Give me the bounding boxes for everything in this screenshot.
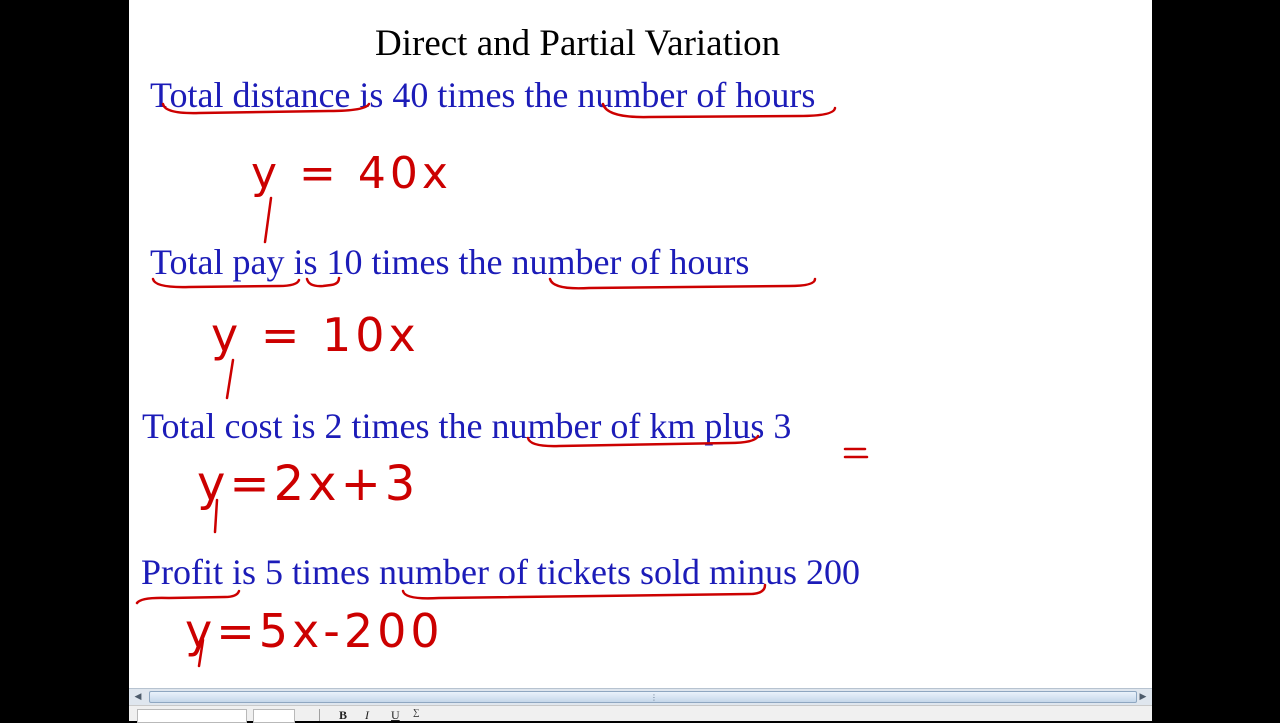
- example-3-phrase-constant: 3: [773, 406, 792, 446]
- horizontal-scrollbar[interactable]: [129, 688, 1152, 705]
- formatting-toolbar: [129, 705, 1152, 721]
- example-4-sentence: [141, 551, 860, 593]
- equation-editor-icon[interactable]: ∑: [413, 707, 420, 717]
- example-2-phrase-is: is: [293, 242, 318, 282]
- example-4-phrase-profit: Profit: [141, 552, 224, 592]
- example-1-phrase-number-of-hours: number of hours: [577, 75, 816, 115]
- example-2-phrase-total-pay: Total pay: [150, 242, 285, 282]
- example-4-phrase-middle: is 5 times: [223, 552, 380, 592]
- italic-button[interactable]: I: [365, 708, 369, 722]
- example-4-phrase-number-of-tickets-sold: number of tickets sold: [379, 552, 700, 592]
- example-4-equation: y=5x-200: [185, 604, 444, 658]
- whiteboard-page[interactable]: [129, 0, 1152, 720]
- example-2-phrase-middle: 10 times the: [317, 242, 512, 282]
- font-size-dropdown[interactable]: [253, 709, 295, 723]
- ink-y-tail-1: [265, 198, 271, 242]
- scrollbar-grip-icon: ⋮: [650, 693, 658, 702]
- toolbar-separator: [319, 709, 320, 721]
- example-3-phrase-plus: plus: [695, 406, 774, 446]
- example-1-phrase-total-distance: Total distance: [150, 75, 351, 115]
- ink-y-tail-2: [227, 360, 233, 398]
- underline-button[interactable]: U: [391, 708, 400, 722]
- scroll-right-arrow-icon[interactable]: ▶: [1139, 692, 1147, 702]
- example-1-sentence: [150, 74, 815, 116]
- scrollbar-thumb[interactable]: [149, 691, 1137, 703]
- example-2-equation: y = 10x: [211, 308, 420, 362]
- bold-button[interactable]: B: [339, 708, 348, 722]
- example-2-sentence: [150, 241, 749, 283]
- example-3-equation: y=2x+3: [197, 456, 420, 512]
- scroll-left-arrow-icon[interactable]: ◀: [134, 692, 142, 702]
- example-3-phrase-start: Total cost is 2 times the: [142, 406, 492, 446]
- font-name-dropdown[interactable]: [137, 709, 247, 723]
- page-title: Direct and Partial Variation: [375, 23, 781, 64]
- example-3-sentence: [142, 405, 791, 447]
- example-4-phrase-minus: minus 200: [699, 552, 860, 592]
- example-1-phrase-middle: is 40 times the: [350, 75, 578, 115]
- example-2-phrase-number-of-hours: number of hours: [511, 242, 750, 282]
- example-1-equation: y = 40x: [251, 148, 452, 199]
- example-3-phrase-number-of-km: number of km: [491, 406, 696, 446]
